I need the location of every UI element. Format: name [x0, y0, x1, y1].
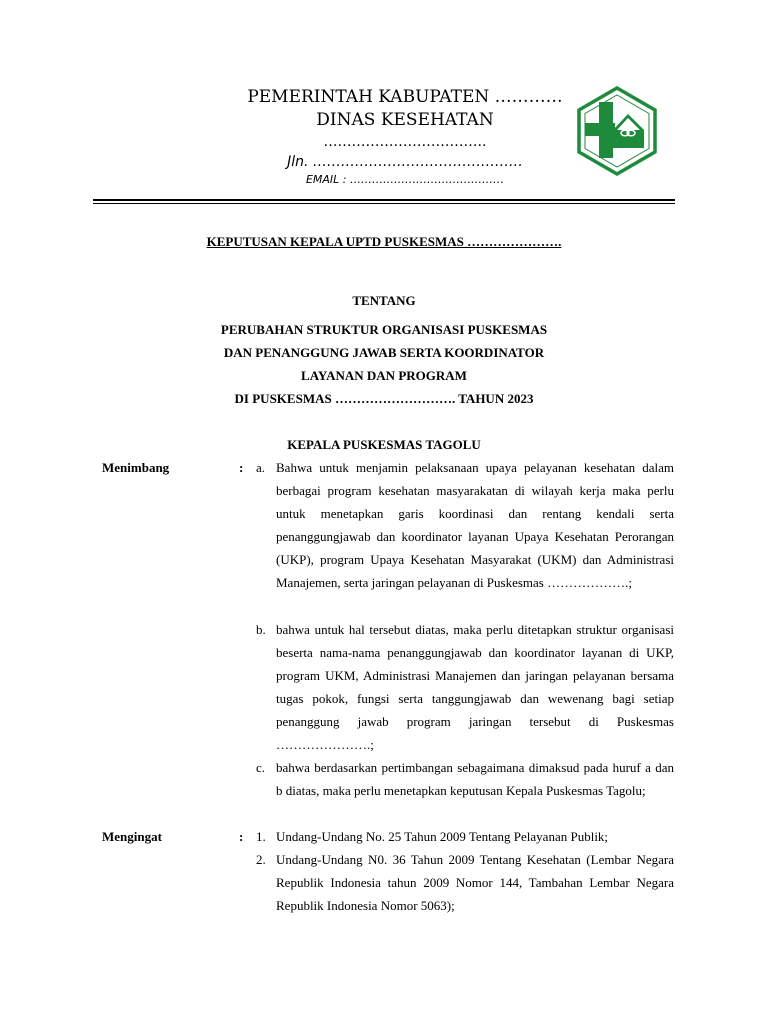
- list-marker: b.: [256, 622, 266, 637]
- letterhead-rule-thin: [93, 203, 675, 204]
- letterhead-rule-thick: [93, 199, 675, 201]
- menimbang-item-b: [256, 618, 674, 756]
- menimbang-label: Menimbang: [102, 460, 170, 475]
- tentang-heading: TENTANG: [352, 293, 416, 308]
- official-heading: KEPALA PUSKESMAS TAGOLU: [287, 437, 481, 452]
- letterhead: [230, 86, 580, 188]
- subject-line-1: PERUBAHAN STRUKTUR ORGANISASI PUSKESMAS: [220, 322, 548, 337]
- list-text: bahwa berdasarkan pertimbangan sebagaimana dimaksud pada huruf a dan b diatas, maka perlu menetapkan keputusan Kepala Puskesmas Tagolu;: [276, 760, 674, 798]
- list-marker: 2.: [256, 852, 266, 867]
- mengingat-label: Mengingat: [102, 829, 162, 844]
- list-marker: 1.: [256, 829, 266, 844]
- letterhead-department: DINAS KESEHATAN: [316, 110, 494, 130]
- letterhead-government: PEMERINTAH KABUPATEN …………: [247, 87, 563, 107]
- subject-line-3: LAYANAN DAN PROGRAM: [301, 368, 467, 383]
- menimbang-item-c: [256, 756, 674, 802]
- letterhead-placeholder: ……………………………..: [323, 134, 487, 150]
- letterhead-email: EMAIL : ……………………………………: [305, 173, 505, 186]
- list-marker: a.: [256, 460, 266, 475]
- puskesmas-cross-logo-icon: [572, 86, 662, 176]
- decree-title: KEPUTUSAN KEPALA UPTD PUSKESMAS ………………….: [206, 234, 562, 249]
- menimbang-colon: :: [239, 460, 244, 475]
- subject-line-4: DI PUSKESMAS ………………………. TAHUN 2023: [234, 391, 534, 406]
- list-text: bahwa untuk hal tersebut diatas, maka perlu ditetapkan struktur organisasi beserta nama-nama penanggungjawab dan koordinator layanan di UKP, program UKM, Administrasi Manajemen dan jaringan pelayanan bersama tugas pokok, fungsi serta tanggungjawab dan wewenang bagi setiap penanggung jawab program jaringan tersebut di Puskesmas ………………….;: [276, 622, 674, 752]
- list-text: Undang-Undang No. 25 Tahun 2009 Tentang Pelayanan Publik;: [276, 829, 609, 844]
- list-text: Undang-Undang N0. 36 Tahun 2009 Tentang Kesehatan (Lembar Negara Republik Indonesia tahun 2009 Nomor 144, Tambahan Lembar Negara Republik Indonesia Nomor 5063);: [276, 852, 674, 913]
- letterhead-address: Jln. ………………………………………: [287, 154, 523, 170]
- subject-line-2: DAN PENANGGUNG JAWAB SERTA KOORDINATOR: [223, 345, 545, 360]
- list-marker: c.: [256, 760, 266, 775]
- mengingat-item-2: [256, 848, 674, 917]
- menimbang-item-a: [256, 456, 674, 594]
- mengingat-colon: :: [239, 829, 244, 844]
- mengingat-item-1: [256, 825, 674, 848]
- list-text: Bahwa untuk menjamin pelaksanaan upaya pelayanan kesehatan dalam berbagai program kesehatan masyarakatan di wilayah kerja maka perlu untuk menetapkan garis koordinasi dan rentang kendali serta penanggungjawab dan koordinator layanan Upaya Kesehatan Perorangan (UKP), program Upaya Kesehatan Masyarakat (UKM) dan Administrasi Manajemen, serta jaringan pelayanan di Puskesmas ……………….;: [276, 460, 674, 590]
